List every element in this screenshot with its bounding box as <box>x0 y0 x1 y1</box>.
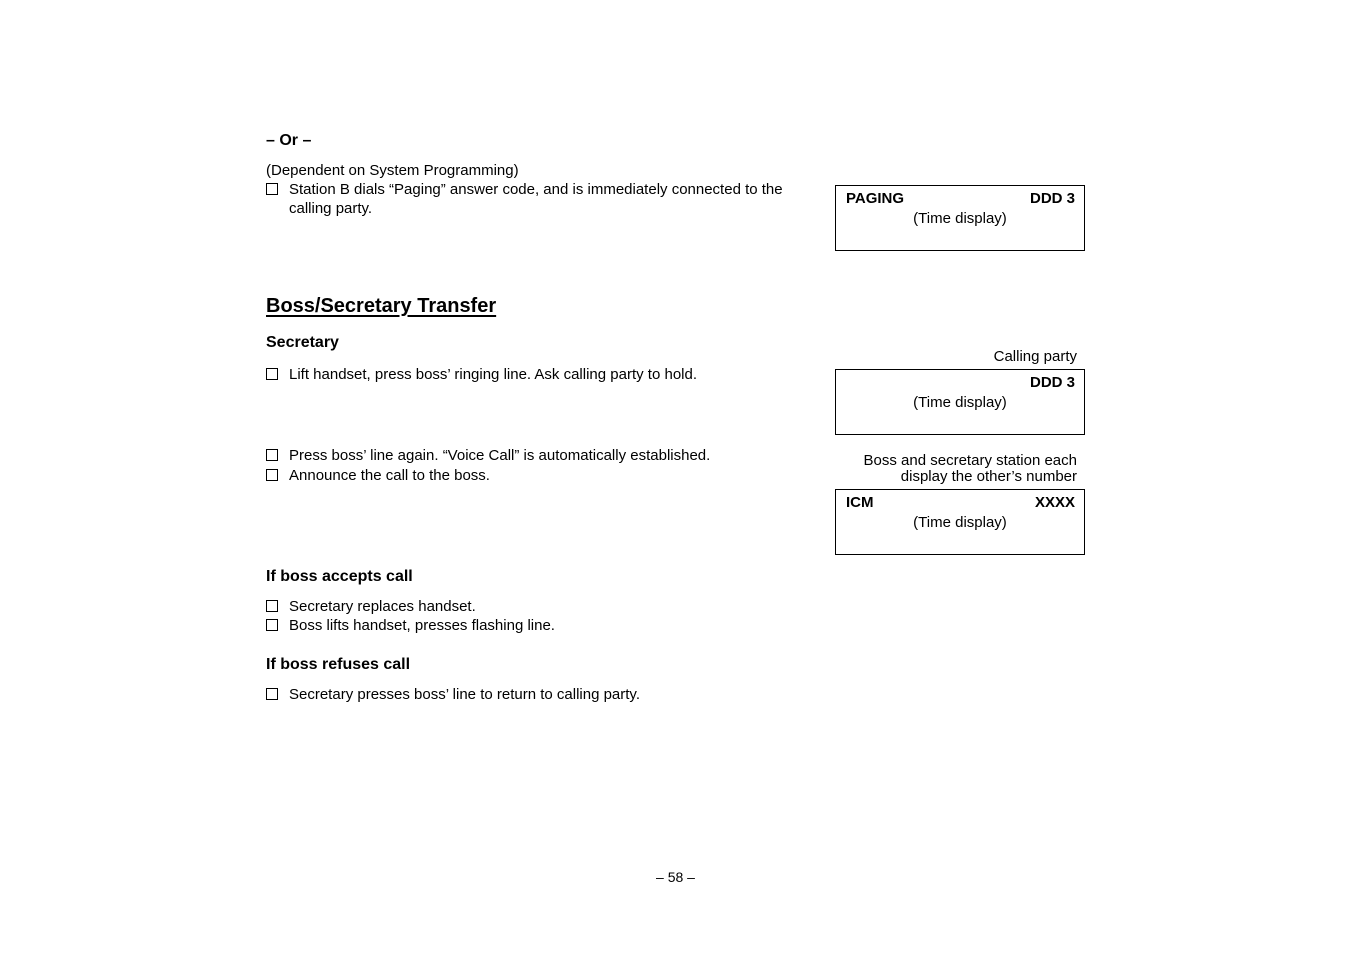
display-right-label: DDD 3 <box>1029 374 1075 391</box>
display-right-label: DDD 3 <box>1029 190 1075 207</box>
display-right-label: XXXX <box>1034 494 1075 511</box>
step-text: Boss lifts handset, presses flashing line. <box>289 617 555 634</box>
checkbox-icon <box>266 368 278 380</box>
step-press-boss-line <box>266 446 826 466</box>
display-time: (Time display) <box>913 394 1007 411</box>
paging-display <box>835 185 1085 251</box>
step-boss-lifts <box>266 616 826 636</box>
step-paging-answer <box>266 180 826 220</box>
step-text: Lift handset, press boss’ ringing line. Ask calling party to hold. <box>289 366 698 383</box>
display-time: (Time display) <box>913 514 1007 531</box>
step-text: Press boss’ line again. “Voice Call” is automatically established. <box>289 447 711 464</box>
checkbox-icon <box>266 688 278 700</box>
step-text: Announce the call to the boss. <box>289 467 490 484</box>
secretary-heading: Secretary <box>266 334 339 351</box>
step-lift-handset <box>266 365 826 385</box>
section-title: Boss/Secretary Transfer <box>266 295 497 317</box>
programming-note: (Dependent on System Programming) <box>266 162 519 179</box>
page-number: – 58 – <box>656 869 695 885</box>
step-text: Secretary presses boss’ line to return to calling party. <box>289 686 640 703</box>
calling-party-caption: Calling party <box>993 348 1077 365</box>
step-announce-call <box>266 466 826 486</box>
checkbox-icon <box>266 600 278 612</box>
checkbox-icon <box>266 469 278 481</box>
icm-caption <box>864 453 1077 485</box>
display-left-label: PAGING <box>846 190 905 207</box>
display-left-label: ICM <box>846 494 874 511</box>
display-time: (Time display) <box>913 210 1007 227</box>
or-heading: – Or – <box>266 132 312 149</box>
accepts-heading: If boss accepts call <box>266 568 413 585</box>
calling-party-display <box>835 369 1085 435</box>
refuses-heading: If boss refuses call <box>266 656 411 673</box>
checkbox-icon <box>266 449 278 461</box>
checkbox-icon <box>266 183 278 195</box>
step-text: Secretary replaces handset. <box>289 598 476 615</box>
checkbox-icon <box>266 619 278 631</box>
icm-caption-line2: display the other’s number <box>900 468 1077 485</box>
icm-caption-line1: Boss and secretary station each <box>863 452 1077 469</box>
step-text: Station B dials “Paging” answer code, and is immediately connected to the calling party. <box>289 181 783 217</box>
step-secretary-replaces <box>266 597 826 617</box>
step-return-to-caller <box>266 685 826 705</box>
icm-display <box>835 489 1085 555</box>
